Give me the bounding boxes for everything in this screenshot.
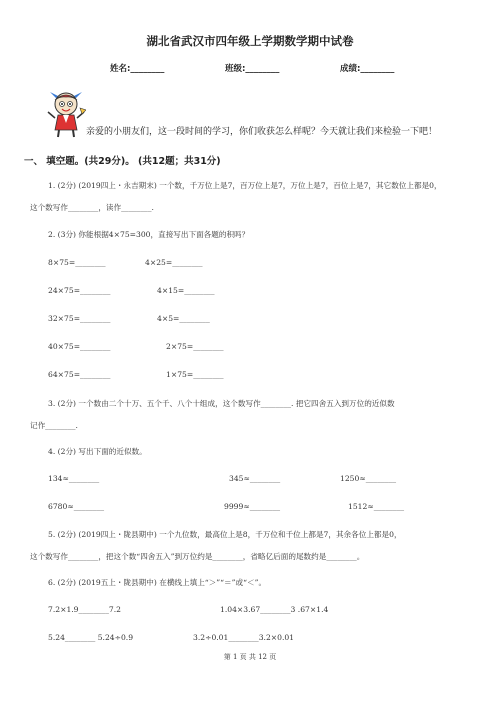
question-1-line1: 1. (2分) (2019四上・永吉期末) 一个数，千万位上是7，百万位上是7，万位上是7，百位上是7，其它数位上都是0， — [48, 181, 442, 190]
question-2-item: 1×75=________ — [166, 370, 224, 379]
section-heading: 一、 填空题。(共29分)。 (共12题；共31分) — [24, 156, 221, 167]
question-4-stem: 4. (2分) 写出下面的近似数。 — [48, 447, 147, 456]
class-field[interactable]: 班级:________ — [225, 64, 280, 74]
question-2-item: 40×75=________ — [48, 342, 111, 351]
question-6-item: 3.2÷0.01________3.2×0.01 — [193, 633, 295, 642]
score-field[interactable]: 成绩:________ — [340, 64, 395, 74]
question-6-item: 1.04×3.67________3 .67×1.4 — [220, 605, 329, 614]
question-1-line2: 这个数写作________，读作________. — [30, 203, 154, 212]
question-3-line1: 3. (2分) 一个数由二个十万、五个千、八个十组成，这个数写作________. 把它四舍五入到万位的近似数 — [48, 399, 395, 408]
question-5-line1: 5. (2分) (2019四上・陇县期中) 一个九位数，最高位上是8，千万位和千位上都是7，其余各位上都是0， — [48, 530, 402, 539]
question-6-stem: 6. (2分) (2019五上・陇县期中) 在横线上填上“＞”“＝”或“＜”。 — [48, 578, 267, 587]
greeting-text: 亲爱的小朋友们，这一段时间的学习，你们收获怎么样呢？今天就让我们来检验一下吧！ — [86, 127, 438, 137]
question-2-item: 4×15=________ — [157, 286, 215, 295]
question-4-item: 134≈________ — [48, 474, 100, 483]
name-field[interactable]: 姓名:________ — [110, 64, 165, 74]
question-2-item: 2×75=________ — [166, 342, 224, 351]
mascot-icon — [46, 90, 86, 138]
question-6-item: 5.24________ 5.24÷0.9 — [48, 633, 134, 642]
question-2-item: 24×75=________ — [48, 286, 111, 295]
question-5-line2: 这个数写作________，把这个数“四舍五入”到万位约是________，省略亿后面的尾数约是________。 — [30, 552, 365, 561]
question-2-item: 4×5=________ — [157, 314, 210, 323]
question-2-item: 32×75=________ — [48, 314, 111, 323]
question-4-item: 9999≈________ — [224, 502, 281, 511]
question-4-item: 1250≈________ — [340, 474, 397, 483]
question-2-item: 4×25=________ — [145, 258, 203, 267]
question-2-item: 8×75=________ — [48, 258, 106, 267]
page-footer: 第 1 页 共 12 页 — [223, 653, 277, 661]
question-4-item: 1512≈________ — [348, 502, 405, 511]
question-6-item: 7.2×1.9________7.2 — [48, 605, 121, 614]
question-4-item: 6780≈________ — [48, 502, 105, 511]
question-3-line2: 记作________. — [30, 421, 78, 430]
page-title: 湖北省武汉市四年级上学期数学期中试卷 — [146, 34, 354, 48]
question-4-item: 345≈________ — [229, 474, 281, 483]
question-2-item: 64×75=________ — [48, 370, 111, 379]
question-2-stem: 2. (3分) 你能根据4×75=300，直接写出下面各题的积吗？ — [48, 230, 250, 239]
